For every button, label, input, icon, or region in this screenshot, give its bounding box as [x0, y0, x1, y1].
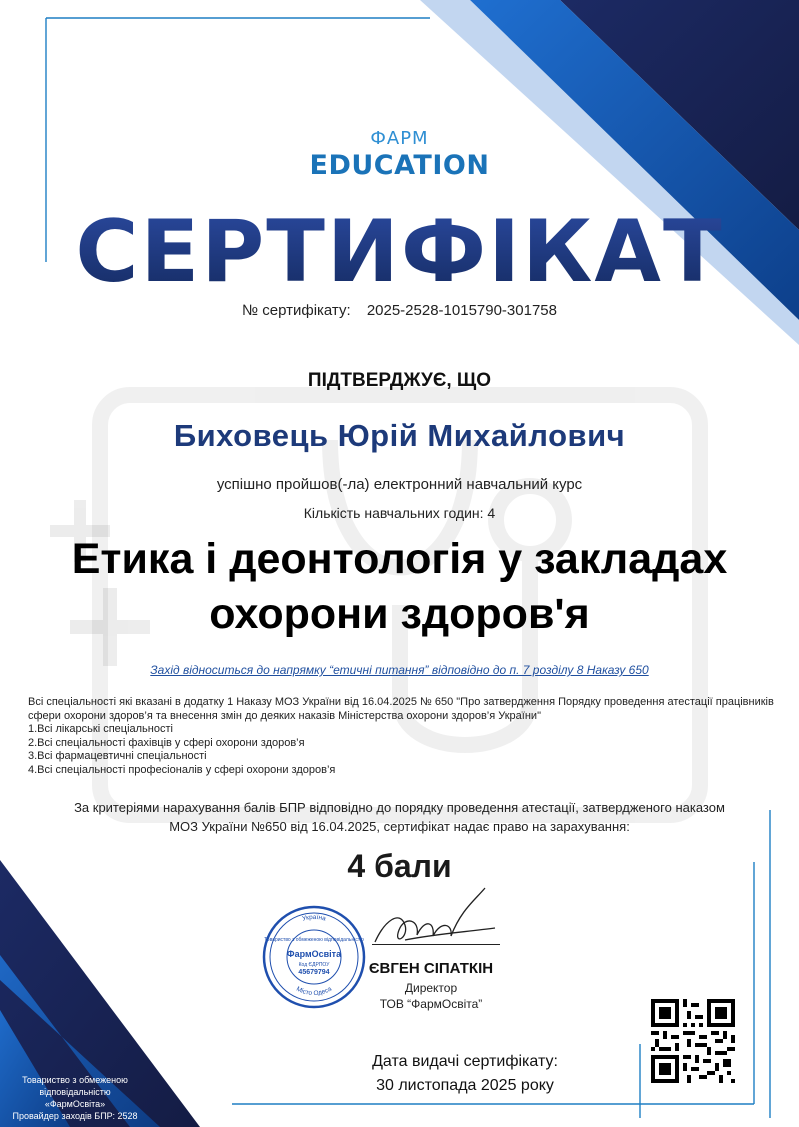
footer-line-4: Провайдер заходів БПР: 2528 — [12, 1111, 138, 1121]
issue-date-block — [300, 1050, 630, 1098]
specialty-item: 1.Всі лікарські спеціальності — [28, 723, 173, 735]
certificate-title: СЕРТИФІКАТ — [0, 202, 799, 302]
direction-note: Захід відноситься до напрямку “етичні питання” відповідно до п. 7 розділу 8 Наказу 650 — [150, 663, 649, 677]
course-title-line-2: охорони здоров'я — [209, 590, 590, 638]
stamp-code-label: Код ЄДРПОУ — [298, 962, 330, 968]
criteria-line-2: МОЗ України №650 від 16.04.2025, сертифікат надає право на зарахування: — [169, 819, 630, 834]
specialties-block — [28, 696, 788, 777]
director-name: ЄВГЕН СІПАТКІН — [368, 960, 494, 977]
recipient-name: Биховець Юрій Михайлович — [173, 418, 626, 453]
confirms-heading: ПІДТВЕРДЖУЄ, ЩО — [307, 370, 492, 391]
stamp-center-text: ФармОсвіта — [286, 949, 342, 959]
footer-line-1: Товариство з обмеженою — [22, 1075, 128, 1085]
signature-line — [372, 944, 500, 945]
stamp-org-text: Товариство з обмеженою відповідальністю — [264, 937, 364, 943]
passed-course-text: успішно пройшов(-ла) електронний навчальний курс — [216, 476, 583, 493]
provider-footer — [0, 1074, 150, 1122]
stamp-code: 45679794 — [298, 969, 330, 976]
criteria-text — [0, 798, 799, 836]
certificate-number-label: № сертифікату: — [241, 302, 351, 319]
director-role: Директор — [404, 981, 458, 995]
points-awarded: 4 бали — [347, 848, 452, 884]
specialties-intro: Всі спеціальності які вказані в додатку 1 Наказу МОЗ України від 16.04.2025 № 650 "Про затвердження Порядку проведення атестації працівників сфери охорони здоров’я та внесення змін до деяких наказів Міністерства охорони здоров’я України" — [28, 696, 774, 722]
issue-date-value: 30 листопада 2025 року — [376, 1077, 554, 1094]
course-title-line-1: Етика і деонтологія у закладах — [71, 535, 728, 583]
stamp-city-text: Місто Одеса — [295, 985, 333, 998]
certificate-number-row — [0, 302, 799, 319]
footer-line-2: відповідальністю — [39, 1087, 111, 1097]
director-block — [346, 960, 516, 1011]
stamp-ring-text: Україна — [301, 913, 327, 923]
specialty-item: 3.Всі фармацевтичні спеціальності — [28, 750, 207, 762]
certificate-number-value: 2025-2528-1015790-301758 — [366, 302, 557, 319]
course-title — [0, 532, 799, 642]
issue-date-label: Дата видачі сертифікату: — [372, 1053, 558, 1070]
criteria-line-1: За критеріями нарахування балів БПР відповідно до порядку проведення атестації, затвердженого наказом — [74, 800, 725, 815]
study-hours: Кількість навчальних годин: 4 — [303, 505, 496, 521]
specialty-item: 2.Всі спеціальності фахівців у сфері охорони здоров’я — [28, 736, 305, 749]
director-org: ТОВ “ФармОсвіта” — [379, 997, 483, 1011]
specialty-item: 4.Всі спеціальності професіоналів у сфері охорони здоров’я — [28, 763, 336, 776]
svg-text:Україна — [301, 914, 326, 923]
logo-top-text: ФАРМ — [370, 128, 429, 149]
footer-line-3: «ФармОсвіта» — [44, 1099, 106, 1109]
director-signature — [365, 880, 505, 960]
logo-main-text: EDUCATION — [309, 150, 490, 181]
qr-code — [651, 999, 735, 1083]
svg-text:Місто Одеса — [295, 985, 333, 997]
